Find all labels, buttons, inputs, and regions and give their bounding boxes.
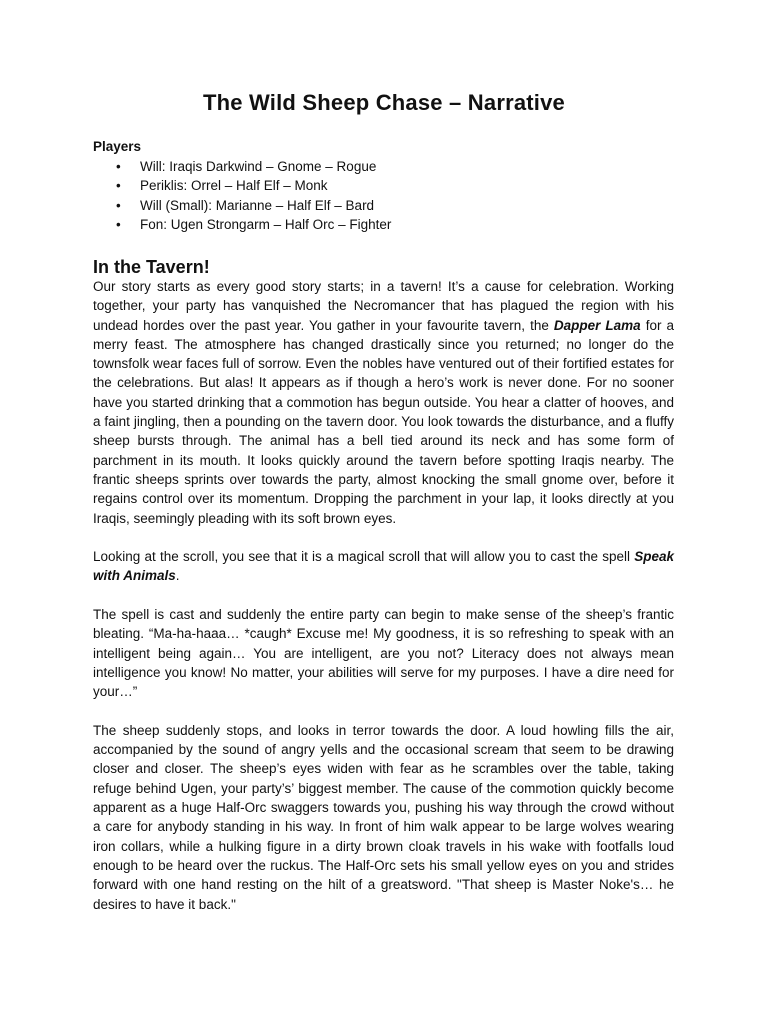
paragraph-3: The spell is cast and suddenly the entire party can begin to make sense of the sheep’s frantic bleating. “Ma-ha-haaa… *caugh* Excuse me! My goodness, it is so refreshing to speak with an intelligent being again… You are intelligent, are you not? Literacy does not always mean intelligence you know! No matter, your abilities will serve for my purposes. I have a dire need for your…”: [93, 607, 674, 700]
paragraph-text: Our story starts as every good story starts; in a tavern! It’s a cause for celebration. Working together, your party has vanquished the Necromancer that has plagued the region with his undead hordes over the past year. You gather in your favourite tavern, the: [93, 279, 674, 333]
narrative-body: [93, 277, 674, 933]
paragraph-4: The sheep suddenly stops, and looks in terror towards the door. A loud howling fills the air, accompanied by the sound of angry yells and the occasional scream that seem to be drawing closer and closer. The sheep’s eyes widen with fear as he scrambles over the table, taking refuge behind Ugen, your party’s’ biggest member. The cause of the commotion quickly become apparent as a huge Half-Orc swaggers towards you, pushing his way through the crowd without a care for anybody standing in his way. In front of him walk appear to be large wolves wearing iron collars, while a hulking figure in a dirty brown cloak travels in his wake with footfalls loud enough to be heard over the ruckus. The Half-Orc sets his small yellow eyes on you and strides forward with one hand resting on the hilt of a greatsword. "That sheep is Master Noke's… he desires to have it back.": [93, 722, 674, 912]
players-list: [116, 157, 391, 234]
list-item: • Will (Small): Marianne – Half Elf – Bard: [116, 196, 391, 215]
spell-name: Speak with Animals: [93, 549, 674, 584]
paragraph-text: Looking at the scroll, you see that it is a magical scroll that will allow you to cast the spell: [93, 549, 635, 565]
tavern-name: Dapper Lama: [553, 317, 641, 333]
paragraph-text: .: [175, 568, 180, 584]
list-item: • Will: Iraqis Darkwind – Gnome – Rogue: [116, 157, 391, 176]
section-heading: In the Tavern!: [93, 257, 210, 277]
paragraph-2: [93, 547, 674, 586]
paragraph-1: [93, 277, 674, 528]
list-item: • Fon: Ugen Strongarm – Half Orc – Fighter: [116, 215, 391, 234]
page-title: The Wild Sheep Chase – Narrative: [203, 90, 565, 115]
paragraph-text: for a merry feast. The atmosphere has changed drastically since you returned; no longer do the townsfolk wear faces full of sorrow. Even the nobles have ventured out of their fortified estates for the celebrations. But alas! It appears as if though a hero’s work is never done. For no sooner have you started drinking that a commotion has begun outside. You hear a clatter of hooves, and a faint jingling, then a pounding on the tavern door. You look towards the disturbance, and a fluffy sheep bursts through. The animal has a bell tied around its neck and has some form of parchment in its mouth. It looks quickly around the tavern before spotting Iraqis nearby. The frantic sheeps sprints over towards the party, almost knocking the small gnome over, before it regains control over its momentum. Dropping the parchment in your lap, it looks directly at you Iraqis, seemingly pleading with its soft brown eyes.: [93, 317, 675, 526]
list-item: • Periklis: Orrel – Half Elf – Monk: [116, 176, 391, 195]
players-heading: Players: [93, 139, 142, 154]
